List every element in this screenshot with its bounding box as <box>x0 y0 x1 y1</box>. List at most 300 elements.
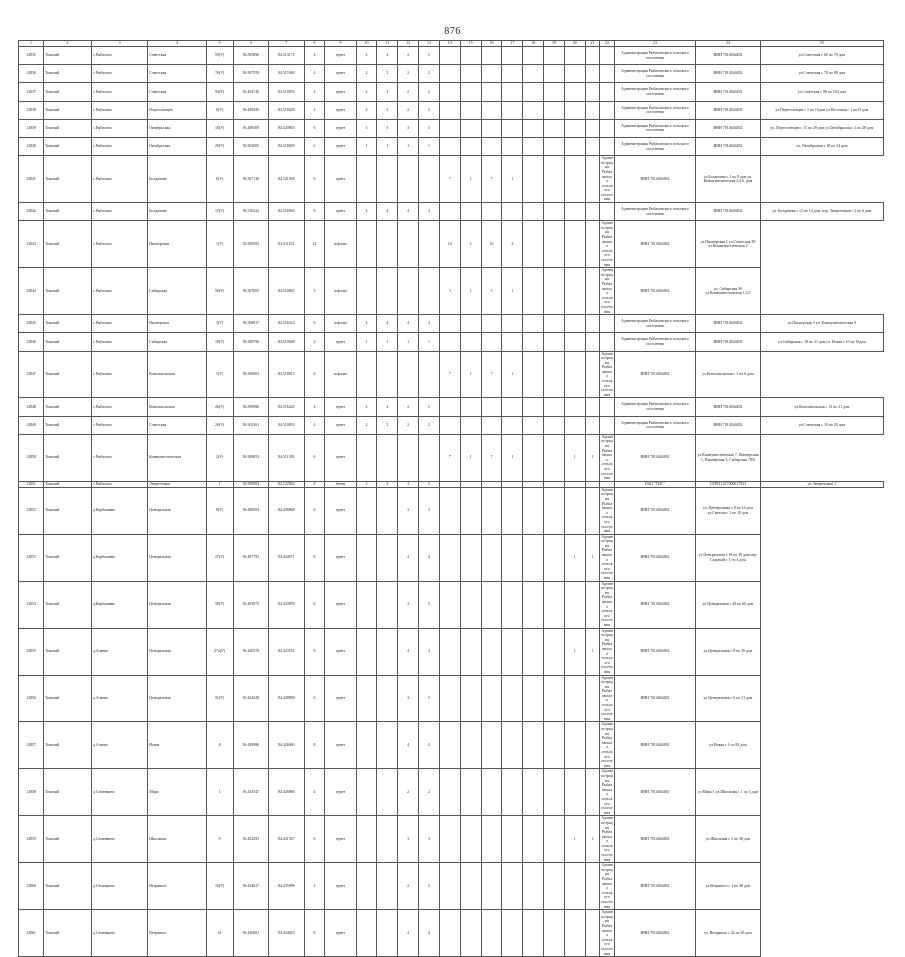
table-cell <box>585 315 600 333</box>
table-row <box>19 816 884 863</box>
table-cell <box>398 268 419 315</box>
table-cell: 3 <box>419 487 440 534</box>
table-cell: 2 <box>377 101 398 119</box>
table-cell: 4 <box>304 769 325 816</box>
table-cell <box>585 137 600 155</box>
table-cell <box>585 910 600 957</box>
table-cell <box>439 398 460 416</box>
table-cell: 84.434023 <box>269 910 304 957</box>
table-cell <box>356 351 377 398</box>
table-cell: 3 <box>419 816 440 863</box>
table-cell: 12838 <box>19 101 44 119</box>
table-cell: 3 <box>356 481 377 487</box>
table-cell <box>544 628 565 675</box>
column-number-header: 23 <box>614 41 695 47</box>
table-cell <box>377 675 398 722</box>
table-cell <box>523 769 544 816</box>
table-cell: асфальт <box>325 351 356 398</box>
table-cell: 84.426860 <box>269 769 304 816</box>
table-cell: грунт <box>325 863 356 910</box>
table-cell <box>544 416 565 434</box>
table-cell: ул.Новая с 1 по 82 дом <box>696 722 761 769</box>
table-row <box>19 101 884 119</box>
table-cell <box>585 47 600 65</box>
table-cell: Переселенцев <box>148 101 206 119</box>
table-cell: ул.Комсомольская с 1 по 6 дом <box>696 351 761 398</box>
column-number-header: 16 <box>481 41 502 47</box>
table-cell: 3(У) <box>206 315 233 333</box>
table-cell <box>356 581 377 628</box>
table-cell: 7 <box>481 351 502 398</box>
table-cell <box>439 101 460 119</box>
table-cell <box>544 83 565 101</box>
table-cell: 84.511391 <box>269 434 304 481</box>
table-cell <box>398 351 419 398</box>
table-cell: Томский <box>44 119 92 137</box>
table-cell <box>600 416 615 434</box>
table-cell: ИНН 7014044492 <box>614 816 695 863</box>
table-cell <box>419 351 440 398</box>
table-cell: 56.497793 <box>233 534 268 581</box>
table-cell: ИНН 7014044492 <box>696 137 761 155</box>
table-cell <box>481 47 502 65</box>
table-cell <box>585 351 600 398</box>
table-cell <box>439 581 460 628</box>
table-cell: 10 <box>481 221 502 268</box>
table-cell <box>585 156 600 203</box>
table-cell <box>377 581 398 628</box>
table-cell <box>460 315 481 333</box>
table-cell: ул. Октябрьская с 28 по 34 дом <box>760 137 883 155</box>
table-row <box>19 315 884 333</box>
table-cell <box>564 351 585 398</box>
table-cell: д.Семенкино <box>91 910 147 957</box>
table-cell <box>585 333 600 351</box>
table-cell: грунт <box>325 156 356 203</box>
column-number-header: 15 <box>460 41 481 47</box>
table-cell: 4 <box>419 722 440 769</box>
table-cell <box>377 434 398 481</box>
table-cell <box>398 434 419 481</box>
table-cell: 12840 <box>19 137 44 155</box>
table-cell: 2 <box>377 47 398 65</box>
column-number-header: 3 <box>91 41 147 47</box>
table-row <box>19 910 884 957</box>
table-cell <box>439 47 460 65</box>
table-cell <box>585 416 600 434</box>
table-cell: ул.Болдичева с 1 по 8 дом ул. Коммунистическая 2,4,6, дом <box>696 156 761 203</box>
table-cell: Томский <box>44 315 92 333</box>
table-cell: 4 <box>398 315 419 333</box>
table-cell <box>439 816 460 863</box>
table-cell <box>502 65 523 83</box>
table-cell: 3 <box>419 581 440 628</box>
table-cell <box>460 769 481 816</box>
table-cell: 12843 <box>19 221 44 268</box>
table-cell: 8 <box>304 203 325 221</box>
table-cell <box>523 137 544 155</box>
table-cell: 3 <box>419 675 440 722</box>
table-cell: Томский <box>44 581 92 628</box>
table-cell <box>564 65 585 83</box>
table-cell: 2 <box>356 65 377 83</box>
table-row <box>19 47 884 65</box>
table-cell <box>502 487 523 534</box>
table-cell: грунт <box>325 119 356 137</box>
table-cell: Администрация Рыбаловского сельского поселения <box>601 156 613 202</box>
table-cell: Центральная <box>148 628 206 675</box>
table-cell <box>439 137 460 155</box>
table-cell: с.Рыбалово <box>91 119 147 137</box>
table-cell: 56.508053 <box>233 434 268 481</box>
table-cell: 2 <box>377 416 398 434</box>
table-cell: 2 <box>377 398 398 416</box>
table-cell: 12852 <box>19 487 44 534</box>
table-cell: ИНН 7014044492 <box>614 534 695 581</box>
table-cell: 84.431547 <box>269 816 304 863</box>
table-cell: ул. Переселенцев с 15 по 29 дом ул.Октябрьская с 1 по 28 дом <box>760 119 883 137</box>
table-cell: Советская <box>148 83 206 101</box>
table-cell: Администрация Рыбаловского сельского поселения <box>614 83 695 101</box>
table-cell <box>544 398 565 416</box>
table-cell <box>600 101 615 119</box>
table-cell: Томский <box>44 101 92 119</box>
table-cell: 1 <box>356 137 377 155</box>
page-number: 876 <box>444 26 461 37</box>
table-cell: 56.498445 <box>233 101 268 119</box>
table-cell <box>481 534 502 581</box>
table-cell: 6 <box>304 481 325 487</box>
table-cell: ИНН 7014044492 <box>614 156 695 203</box>
table-cell: 26(У) <box>206 416 233 434</box>
table-cell: 56.508986 <box>233 398 268 416</box>
table-cell: бетон <box>325 481 356 487</box>
table-cell: грунт <box>325 47 356 65</box>
table-cell <box>377 351 398 398</box>
table-cell: Администрация Рыбаловского сельского поселения <box>601 722 613 768</box>
table-cell <box>523 333 544 351</box>
table-row <box>19 534 884 581</box>
table-cell <box>523 221 544 268</box>
table-cell: 4 <box>377 203 398 221</box>
table-cell: 12851 <box>19 481 44 487</box>
table-cell: 1 <box>564 816 585 863</box>
table-cell: с.Рыбалово <box>91 398 147 416</box>
table-cell: 84.518426 <box>269 101 304 119</box>
table-cell <box>377 769 398 816</box>
table-cell: 12861 <box>19 910 44 957</box>
table-cell <box>460 398 481 416</box>
table-cell: ул.Коммунистическая 7, Пионерская 1, Пионерская 3, Сибирская 78/6 <box>696 434 761 481</box>
table-cell <box>481 487 502 534</box>
table-cell: 3 <box>377 119 398 137</box>
table-cell <box>502 83 523 101</box>
table-cell: 2 <box>398 65 419 83</box>
table-cell: ОГРН 1027000617933 <box>696 481 761 487</box>
table-cell <box>481 581 502 628</box>
table-cell <box>439 910 460 957</box>
table-cell: с.Рыбалово <box>91 268 147 315</box>
table-cell <box>439 315 460 333</box>
table-cell <box>523 487 544 534</box>
table-cell: 12859 <box>19 816 44 863</box>
table-cell: 84.510833 <box>269 416 304 434</box>
table-cell: 4 <box>356 203 377 221</box>
table-cell: 1 <box>585 434 600 481</box>
table-cell: Энергетиков <box>148 481 206 487</box>
table-cell: с.Рыбалово <box>91 156 147 203</box>
table-cell <box>419 268 440 315</box>
table-cell: грунт <box>325 581 356 628</box>
table-cell: Болдичева <box>148 156 206 203</box>
table-row <box>19 722 884 769</box>
table-cell: 6 <box>304 675 325 722</box>
table-cell: 8 <box>304 910 325 957</box>
table-row <box>19 351 884 398</box>
table-cell: Томский <box>44 65 92 83</box>
table-cell: Советская <box>148 47 206 65</box>
table-cell <box>544 156 565 203</box>
table-cell <box>564 268 585 315</box>
table-cell: 1 <box>419 137 440 155</box>
table-cell: 8 <box>304 722 325 769</box>
table-cell <box>502 333 523 351</box>
table-cell: 3 <box>398 119 419 137</box>
table-cell: 1 <box>206 769 233 816</box>
column-number-header: 19 <box>544 41 565 47</box>
column-number-header: 20 <box>564 41 585 47</box>
table-cell: 12836 <box>19 65 44 83</box>
table-cell <box>544 534 565 581</box>
table-cell: 3 <box>304 268 325 315</box>
table-cell: 7 <box>481 434 502 481</box>
table-cell: 4 <box>304 416 325 434</box>
table-cell: 26(У) <box>206 398 233 416</box>
table-cell <box>460 101 481 119</box>
table-cell: Томский <box>44 675 92 722</box>
table-cell: Томский <box>44 863 92 910</box>
table-cell: 84.510948 <box>269 333 304 351</box>
table-cell <box>585 863 600 910</box>
table-cell <box>460 487 481 534</box>
table-row <box>19 268 884 315</box>
table-cell: 4 <box>419 203 440 221</box>
table-cell <box>585 487 600 534</box>
table-cell <box>544 315 565 333</box>
table-cell <box>481 416 502 434</box>
table-cell <box>502 863 523 910</box>
table-cell: 2 <box>398 83 419 101</box>
table-cell <box>398 221 419 268</box>
table-cell <box>544 268 565 315</box>
table-cell <box>377 816 398 863</box>
table-cell: Администрация Рыбаловского сельского поселения <box>614 137 695 155</box>
table-cell: грунт <box>325 628 356 675</box>
table-cell <box>502 581 523 628</box>
table-cell <box>460 816 481 863</box>
table-cell <box>523 398 544 416</box>
table-cell: ИНН 7014044492 <box>696 83 761 101</box>
table-cell: Томский <box>44 333 92 351</box>
table-cell: 41 <box>206 910 233 957</box>
table-cell: Мира <box>148 769 206 816</box>
table-cell <box>377 628 398 675</box>
table-cell <box>544 351 565 398</box>
column-number-header: 7 <box>269 41 304 47</box>
table-cell: 84.423551 <box>269 628 304 675</box>
table-row <box>19 769 884 816</box>
table-cell: Центральная <box>148 581 206 628</box>
table-cell <box>481 398 502 416</box>
table-cell <box>585 398 600 416</box>
table-body <box>19 47 884 957</box>
table-cell <box>544 101 565 119</box>
table-cell <box>439 863 460 910</box>
table-cell: 8 <box>206 722 233 769</box>
table-cell: ул.Мира 1 ул.Школьная с 1 по 3 дом <box>696 769 761 816</box>
table-cell <box>439 628 460 675</box>
column-number-header: 4 <box>148 41 206 47</box>
table-cell: 16(У) <box>206 863 233 910</box>
table-cell: ИНН 7014044492 <box>696 416 761 434</box>
table-cell: 12856 <box>19 675 44 722</box>
table-cell: Пионерская <box>148 221 206 268</box>
table-cell: д.Карбышево <box>91 487 147 534</box>
table-cell <box>460 863 481 910</box>
table-cell: Центральная <box>148 675 206 722</box>
table-cell: 56.432293 <box>233 816 268 863</box>
table-cell: 2 <box>419 863 440 910</box>
table-cell: Томский <box>44 156 92 203</box>
table-cell: Томский <box>44 487 92 534</box>
table-cell: 2 <box>356 416 377 434</box>
table-cell <box>523 910 544 957</box>
table-cell: 84.515369 <box>269 65 304 83</box>
table-cell <box>585 203 600 221</box>
table-cell: 3 <box>398 581 419 628</box>
table-row <box>19 333 884 351</box>
table-cell <box>523 722 544 769</box>
table-cell: 56.507136 <box>233 156 268 203</box>
table-cell: Ветряного <box>148 863 206 910</box>
table-cell: грунт <box>325 83 356 101</box>
column-number-header: 11 <box>377 41 398 47</box>
table-cell: Администрация Рыбаловского сельского поселения <box>601 769 613 815</box>
table-cell: 56.440570 <box>233 628 268 675</box>
table-cell: 7 <box>439 434 460 481</box>
table-cell: 56.506592 <box>233 221 268 268</box>
table-cell: 56.510222 <box>233 203 268 221</box>
table-cell: 2 <box>398 47 419 65</box>
table-cell: ул. Сибирская 56 ул.Коммунистическая 1,3,5 <box>696 268 761 315</box>
table-cell <box>502 398 523 416</box>
table-cell: с.Рыбалово <box>91 315 147 333</box>
table-cell <box>564 119 585 137</box>
table-cell: д.Карбышево <box>91 581 147 628</box>
table-cell: Томский <box>44 910 92 957</box>
table-cell: с.Рыбалово <box>91 137 147 155</box>
table-cell: 84.520803 <box>269 119 304 137</box>
table-cell <box>481 675 502 722</box>
table-cell: 84.510976 <box>269 83 304 101</box>
table-cell: 12860 <box>19 863 44 910</box>
table-cell: грунт <box>325 416 356 434</box>
table-cell: 1(У) <box>206 351 233 398</box>
table-cell: 6(У) <box>206 156 233 203</box>
table-cell <box>502 816 523 863</box>
table-cell: 56.436061 <box>233 910 268 957</box>
table-cell: 84.428460 <box>269 722 304 769</box>
table-cell: ул.Пионерская 3 ул. Коммунистическая 9 <box>760 315 883 333</box>
table-cell: 12835 <box>19 47 44 65</box>
table-cell <box>481 137 502 155</box>
table-cell: Коммунистическая <box>148 434 206 481</box>
table-cell: с.Рыбалово <box>91 47 147 65</box>
table-cell: Томский <box>44 83 92 101</box>
table-cell <box>377 268 398 315</box>
table-cell: 84.454071 <box>269 534 304 581</box>
table-cell <box>460 137 481 155</box>
table-cell <box>502 203 523 221</box>
table-cell: Октябрьская <box>148 137 206 155</box>
table-cell <box>502 119 523 137</box>
table-cell <box>600 333 615 351</box>
table-cell <box>585 722 600 769</box>
table-cell <box>564 722 585 769</box>
table-cell: ИНН 7014044492 <box>614 581 695 628</box>
table-cell: Ветряного <box>148 910 206 957</box>
table-cell: 56.505096 <box>233 47 268 65</box>
table-cell: д.Алаево <box>91 722 147 769</box>
table-cell <box>356 863 377 910</box>
table-cell: 12847 <box>19 351 44 398</box>
table-cell <box>377 722 398 769</box>
table-cell: 56.434228 <box>233 675 268 722</box>
table-cell: Администрация Рыбаловского сельского поселения <box>614 398 695 416</box>
table-cell: Томский <box>44 47 92 65</box>
table-cell <box>439 769 460 816</box>
table-cell: ул.Школьная с 3 по 38 дом <box>696 816 761 863</box>
table-cell: 76(У) <box>206 65 233 83</box>
table-cell: асфальт <box>325 268 356 315</box>
table-cell: Томский <box>44 628 92 675</box>
table-cell: 14 <box>439 221 460 268</box>
table-cell <box>585 581 600 628</box>
table-cell: Томский <box>44 481 92 487</box>
table-cell: 4 <box>419 628 440 675</box>
table-cell: 2 <box>502 221 523 268</box>
table-cell: д.Алаево <box>91 628 147 675</box>
table-cell: ул.Пионерская 1 ул.Советская 39 ул.Коммунистическая 2 <box>696 221 761 268</box>
table-cell: 56.434627 <box>233 863 268 910</box>
table-cell: 2 <box>377 83 398 101</box>
table-cell: асфальт <box>325 221 356 268</box>
table-cell: 1 <box>502 268 523 315</box>
table-cell <box>377 156 398 203</box>
table-cell <box>564 221 585 268</box>
table-cell: 1 <box>356 333 377 351</box>
table-cell <box>564 101 585 119</box>
table-cell: 84.516210 <box>269 315 304 333</box>
table-cell <box>544 203 565 221</box>
table-cell: ул.Центральная с 6 по 51 дом <box>696 675 761 722</box>
table-cell: 1 <box>460 434 481 481</box>
table-cell <box>502 628 523 675</box>
table-cell: 27а(У) <box>206 628 233 675</box>
table-cell <box>502 910 523 957</box>
table-cell: ИНН 7014044492 <box>614 628 695 675</box>
table-cell: 1 <box>585 534 600 581</box>
